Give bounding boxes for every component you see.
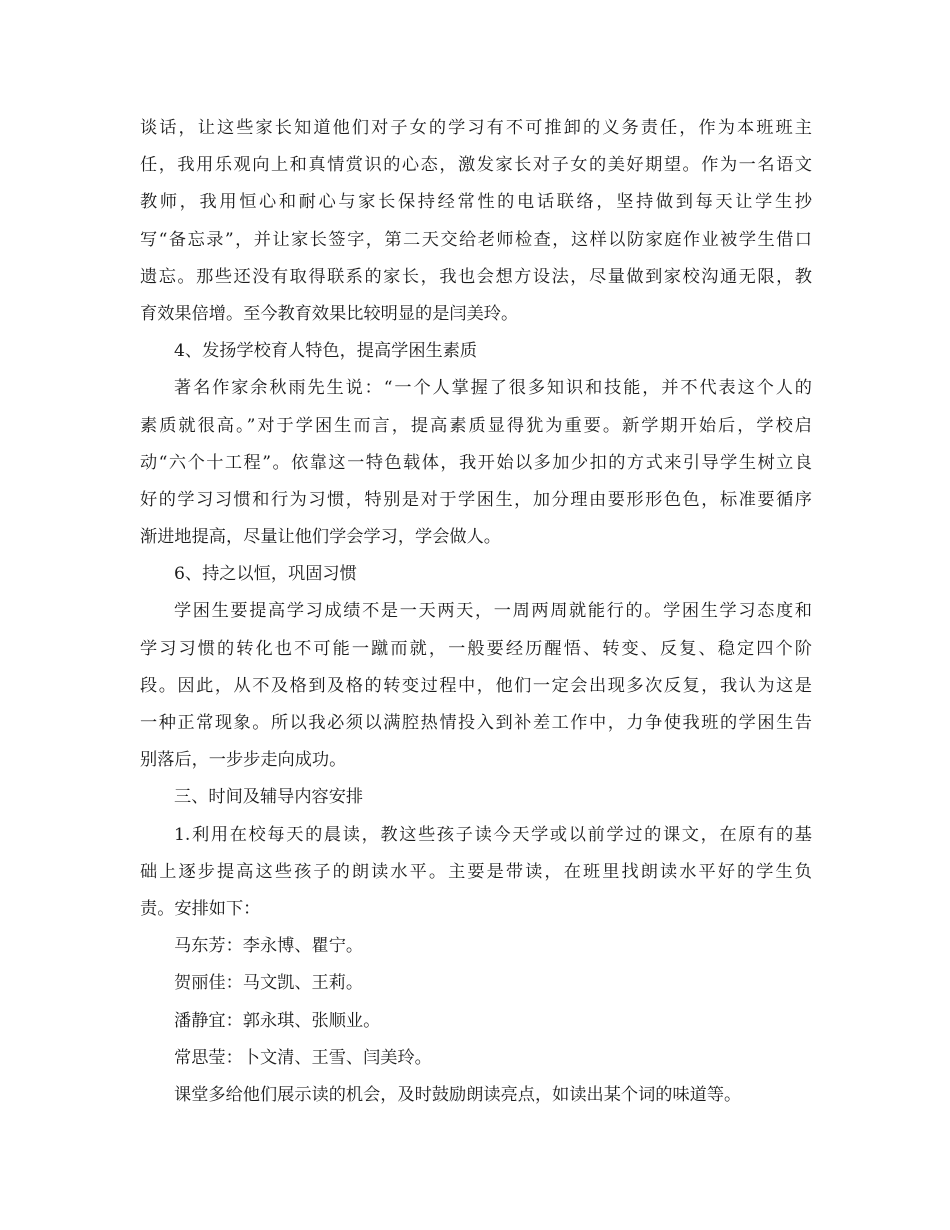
assignment-line: 潘静宜：郭永琪、张顺业。	[174, 1010, 381, 1031]
text-line: 1.利用在校每天的晨读，教这些孩子读今天学或以前学过的课文，在原有的基	[174, 824, 812, 845]
text-line: 动“六个十工程”。依靠这一特色载体，我开始以多加少扣的方式来引导学生树立良	[140, 452, 812, 473]
text-line: 学困生要提高学习成绩不是一天两天，一周两周就能行的。学困生学习态度和	[174, 601, 812, 622]
assignment-line: 常思莹：卜文清、王雪、闫美玲。	[174, 1047, 432, 1068]
closing-line: 课堂多给他们展示读的机会，及时鼓励朗读亮点，如读出某个词的味道等。	[174, 1084, 742, 1105]
text-line: 好的学习习惯和行为习惯，特别是对于学困生，加分理由要形形色色，标准要循序	[140, 489, 812, 510]
section-heading: 三、时间及辅导内容安排	[174, 787, 364, 808]
text-line: 写“备忘录”，并让家长签字，第二天交给老师检查，这样以防家庭作业被学生借口	[140, 229, 812, 250]
text-line: 教师，我用恒心和耐心与家长保持经常性的电话联络，坚持做到每天让学生抄	[140, 192, 812, 213]
text-line: 础上逐步提高这些孩子的朗读水平。主要是带读，在班里找朗读水平好的学生负	[140, 861, 812, 882]
body-paragraph	[140, 370, 812, 556]
body-paragraph	[140, 817, 812, 929]
text-line: 别落后，一步步走向成功。	[140, 750, 347, 771]
section-heading: 6、持之以恒，巩固习惯	[174, 564, 357, 585]
text-line: 谈话，让这些家长知道他们对子女的学习有不可推卸的义务责任，作为本班班主	[140, 118, 812, 138]
text-line: 一种正常现象。所以我必须以满腔热情投入到补差工作中，力争使我班的学困生告	[140, 713, 812, 733]
text-line: 渐进地提高，尽量让他们学会学习，学会做人。	[140, 527, 501, 548]
text-line: 责。安排如下：	[140, 898, 261, 919]
body-paragraph	[140, 110, 812, 333]
text-line: 学习习惯的转化也不可能一蹴而就，一般要经历醒悟、转变、反复、稳定四个阶	[140, 638, 812, 659]
assignment-line: 贺丽佳：马文凯、王莉。	[174, 973, 364, 994]
text-line: 素质就很高。”对于学困生而言，提高素质显得犹为重要。新学期开始后，学校启	[140, 415, 812, 436]
body-paragraph	[140, 593, 812, 779]
text-line: 遗忘。那些还没有取得联系的家长，我也会想方设法，尽量做到家校沟通无限，教	[140, 266, 812, 287]
text-line: 任，我用乐观向上和真情赏识的心态，激发家长对子女的美好期望。作为一名语文	[140, 155, 812, 176]
text-line: 育效果倍增。至今教育效果比较明显的是闫美玲。	[140, 303, 519, 324]
assignment-line: 马东芳：李永博、瞿宁。	[174, 936, 364, 957]
section-heading: 4、发扬学校育人特色，提高学困生素质	[174, 341, 478, 362]
text-line: 段。因此，从不及格到及格的转变过程中，他们一定会出现多次反复，我认为这是	[140, 675, 812, 696]
text-line: 著名作家余秋雨先生说：“一个人掌握了很多知识和技能，并不代表这个人的	[174, 378, 812, 399]
document-body	[140, 110, 812, 1114]
